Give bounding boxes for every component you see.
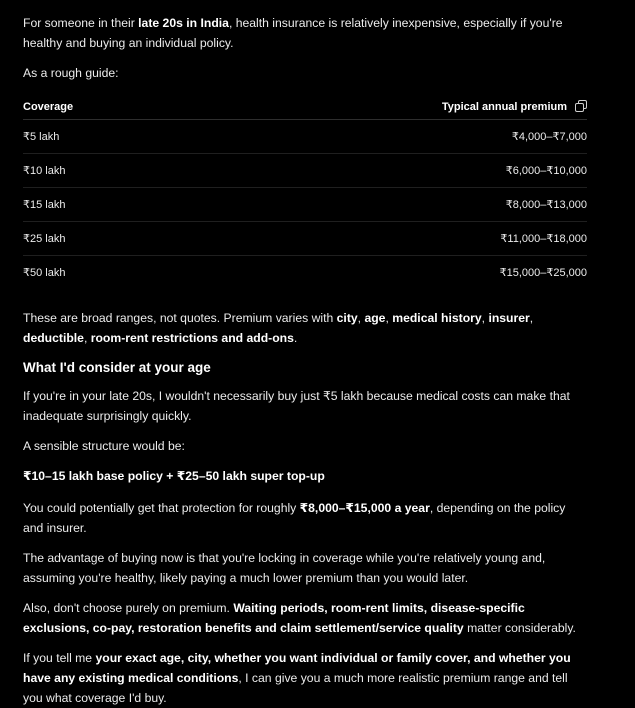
final-bold: your exact age, city, whether you want individual or family cover, and whether you have any existing medical conditions <box>23 651 571 685</box>
intro-paragraph <box>23 13 583 53</box>
structure-recommendation <box>23 466 583 486</box>
structure-label: A sensible structure would be: <box>23 439 185 453</box>
also-paragraph <box>23 598 583 638</box>
table-row <box>23 188 587 222</box>
premium-cell: ₹4,000–₹7,000 <box>168 120 587 154</box>
protection-text: You could potentially get that protection for roughly <box>23 501 300 515</box>
coverage-cell: ₹5 lakh <box>23 120 168 154</box>
age-paragraph: If you're in your late 20s, I wouldn't necessarily buy just ₹5 lakh because medical costs can make that inadequate surprisingly quickly. <box>23 389 570 423</box>
final-text-2: , I can give you a much more realistic premium range and tell you what coverage I'd buy. <box>23 671 568 705</box>
sep: , <box>529 311 534 325</box>
copy-icon[interactable] <box>575 99 587 111</box>
factor-deductible: deductible <box>23 331 84 345</box>
premium-cell: ₹11,000–₹18,000 <box>168 222 587 256</box>
protection-text-2: , depending on the policy and insurer. <box>23 501 566 535</box>
factor-medical-history: medical history <box>392 311 482 325</box>
premium-cell: ₹6,000–₹10,000 <box>168 154 587 188</box>
factor-city: city <box>336 311 358 325</box>
sep: , <box>357 311 365 325</box>
structure-bold: ₹10–15 lakh base policy + ₹25–50 lakh super top-up <box>23 469 325 483</box>
premium-cell: ₹15,000–₹25,000 <box>499 266 587 279</box>
final-text: If you tell me <box>23 651 96 665</box>
table-row <box>23 120 587 154</box>
sep: , <box>481 311 489 325</box>
premium-cell: ₹8,000–₹13,000 <box>168 188 587 222</box>
also-text: Also, don't choose purely on premium. <box>23 601 234 615</box>
table-row <box>23 154 587 188</box>
coverage-table <box>23 95 587 289</box>
protection-paragraph <box>23 498 583 538</box>
also-bold: Waiting periods, room-rent limits, disease-specific exclusions, co-pay, restoration benefits and claim settlement/service quality <box>23 601 525 635</box>
header-premium-label: Typical annual premium <box>441 101 567 113</box>
guide-label: As a rough guide: <box>23 66 119 80</box>
intro-bold: late 20s in India <box>138 16 229 30</box>
protection-bold: ₹8,000–₹15,000 a year <box>299 501 430 515</box>
also-text-2: matter considerably. <box>463 621 576 635</box>
table-header-row <box>23 95 587 120</box>
factor-age: age <box>364 311 386 325</box>
ranges-note <box>23 308 583 348</box>
coverage-cell: ₹15 lakh <box>23 188 168 222</box>
intro-text-2: , health insurance is relatively inexpensive, especially if you're healthy and buying an individual policy. <box>23 16 563 50</box>
ranges-end: . <box>293 331 298 345</box>
sep: , <box>83 331 91 345</box>
factor-insurer: insurer <box>488 311 530 325</box>
advantage-paragraph: The advantage of buying now is that you're locking in coverage while you're relatively young and, assuming you're healthy, likely paying a much lower premium than you would later. <box>23 551 546 585</box>
header-premium <box>168 95 587 120</box>
coverage-cell: ₹25 lakh <box>23 222 168 256</box>
table-row <box>23 222 587 256</box>
section-heading: What I'd consider at your age <box>23 360 211 375</box>
sep: , <box>385 311 393 325</box>
intro-text: For someone in their <box>23 16 139 30</box>
ranges-text: These are broad ranges, not quotes. Premium varies with <box>23 311 337 325</box>
header-coverage: Coverage <box>23 95 168 120</box>
table-row <box>23 256 587 290</box>
factor-room-rent: room-rent restrictions and add-ons <box>90 331 294 345</box>
coverage-cell: ₹10 lakh <box>23 154 168 188</box>
coverage-cell: ₹50 lakh <box>23 266 66 279</box>
final-paragraph <box>23 648 583 708</box>
